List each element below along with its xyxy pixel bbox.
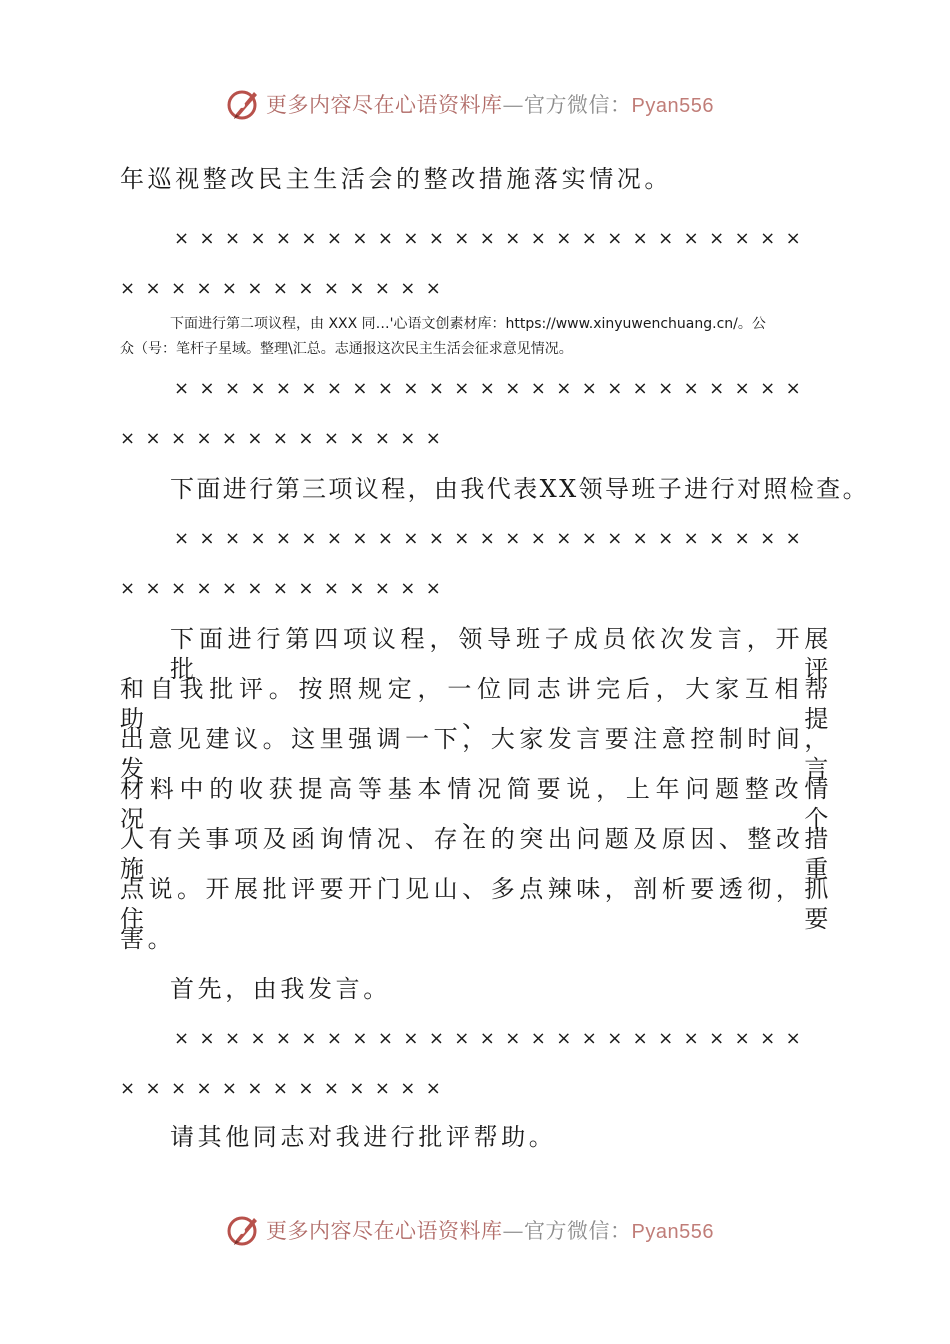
redacted-row: ××××××××××××× xyxy=(120,578,452,599)
paragraph-agenda-4-line: 害。 xyxy=(120,925,176,953)
paragraph-agenda-4-line: 和自我批评。按照规定，一位同志讲完后，大家互相帮助、提 xyxy=(120,675,832,733)
header-banner-main: 更多内容尽在心语资料库 xyxy=(266,93,503,117)
paragraph-agenda-4-line: 出意见建议。这里强调一下，大家发言要注意控制时间，发言 xyxy=(120,725,832,783)
paragraph-agenda-4-line: 材料中的收获提高等基本情况简要说，上年问题整改情况、个 xyxy=(120,775,832,833)
paragraph-agenda-3: 下面进行第三项议程，由我代表XX领导班子进行对照检查。 xyxy=(170,475,869,503)
footer-banner-sep: — xyxy=(502,1219,524,1243)
redacted-row: ××××××××××××××××××××××××× xyxy=(174,228,812,249)
redacted-row: ××××××××××××××××××××××××× xyxy=(174,528,812,549)
header-banner-text xyxy=(266,89,714,119)
footer-banner-label: 官方微信： xyxy=(524,1219,632,1243)
redacted-row: ××××××××××××××××××××××××× xyxy=(174,1028,812,1049)
redacted-row: ××××××××××××× xyxy=(120,428,452,449)
footer-banner-id: Pyan556 xyxy=(631,1221,714,1243)
redacted-row: ××××××××××××××××××××××××× xyxy=(174,378,812,399)
paragraph-agenda-4-line: 人有关事项及函询情况、存在的突出问题及原因、整改措施重 xyxy=(120,825,832,883)
header-banner-label: 官方微信： xyxy=(524,93,632,117)
text-line: 年巡视整改民主生活会的整改措施落实情况。 xyxy=(120,165,672,193)
paragraph-agenda-4-line: 下面进行第四项议程，领导班子成员依次发言，开展批评 xyxy=(170,625,832,683)
pen-logo-icon xyxy=(226,86,262,122)
redacted-row: ××××××××××××× xyxy=(120,1078,452,1099)
header-banner-id: Pyan556 xyxy=(631,95,714,117)
small-text-line: 众（号：笔杆子星域。整理\汇总。志通报这次民主生活会征求意见情况。 xyxy=(120,341,573,357)
footer-banner-text xyxy=(266,1215,714,1245)
small-text-line: 下面进行第二项议程，由 XXX 同…'心语文创素材库：https://www.xinyuwenchuang.cn/。公 xyxy=(170,316,766,332)
paragraph-request-criticism: 请其他同志对我进行批评帮助。 xyxy=(170,1123,557,1151)
pen-logo-icon xyxy=(226,1212,262,1248)
paragraph-agenda-4-line: 点说。开展批评要开门见山、多点辣味，剖析要透彻，抓住要 xyxy=(120,875,832,933)
header-banner xyxy=(226,84,714,124)
paragraph-first-speaker: 首先，由我发言。 xyxy=(170,975,391,1003)
footer-banner-main: 更多内容尽在心语资料库 xyxy=(266,1219,503,1243)
header-banner-sep: — xyxy=(502,93,524,117)
redacted-row: ××××××××××××× xyxy=(120,278,452,299)
footer-banner xyxy=(226,1210,714,1250)
